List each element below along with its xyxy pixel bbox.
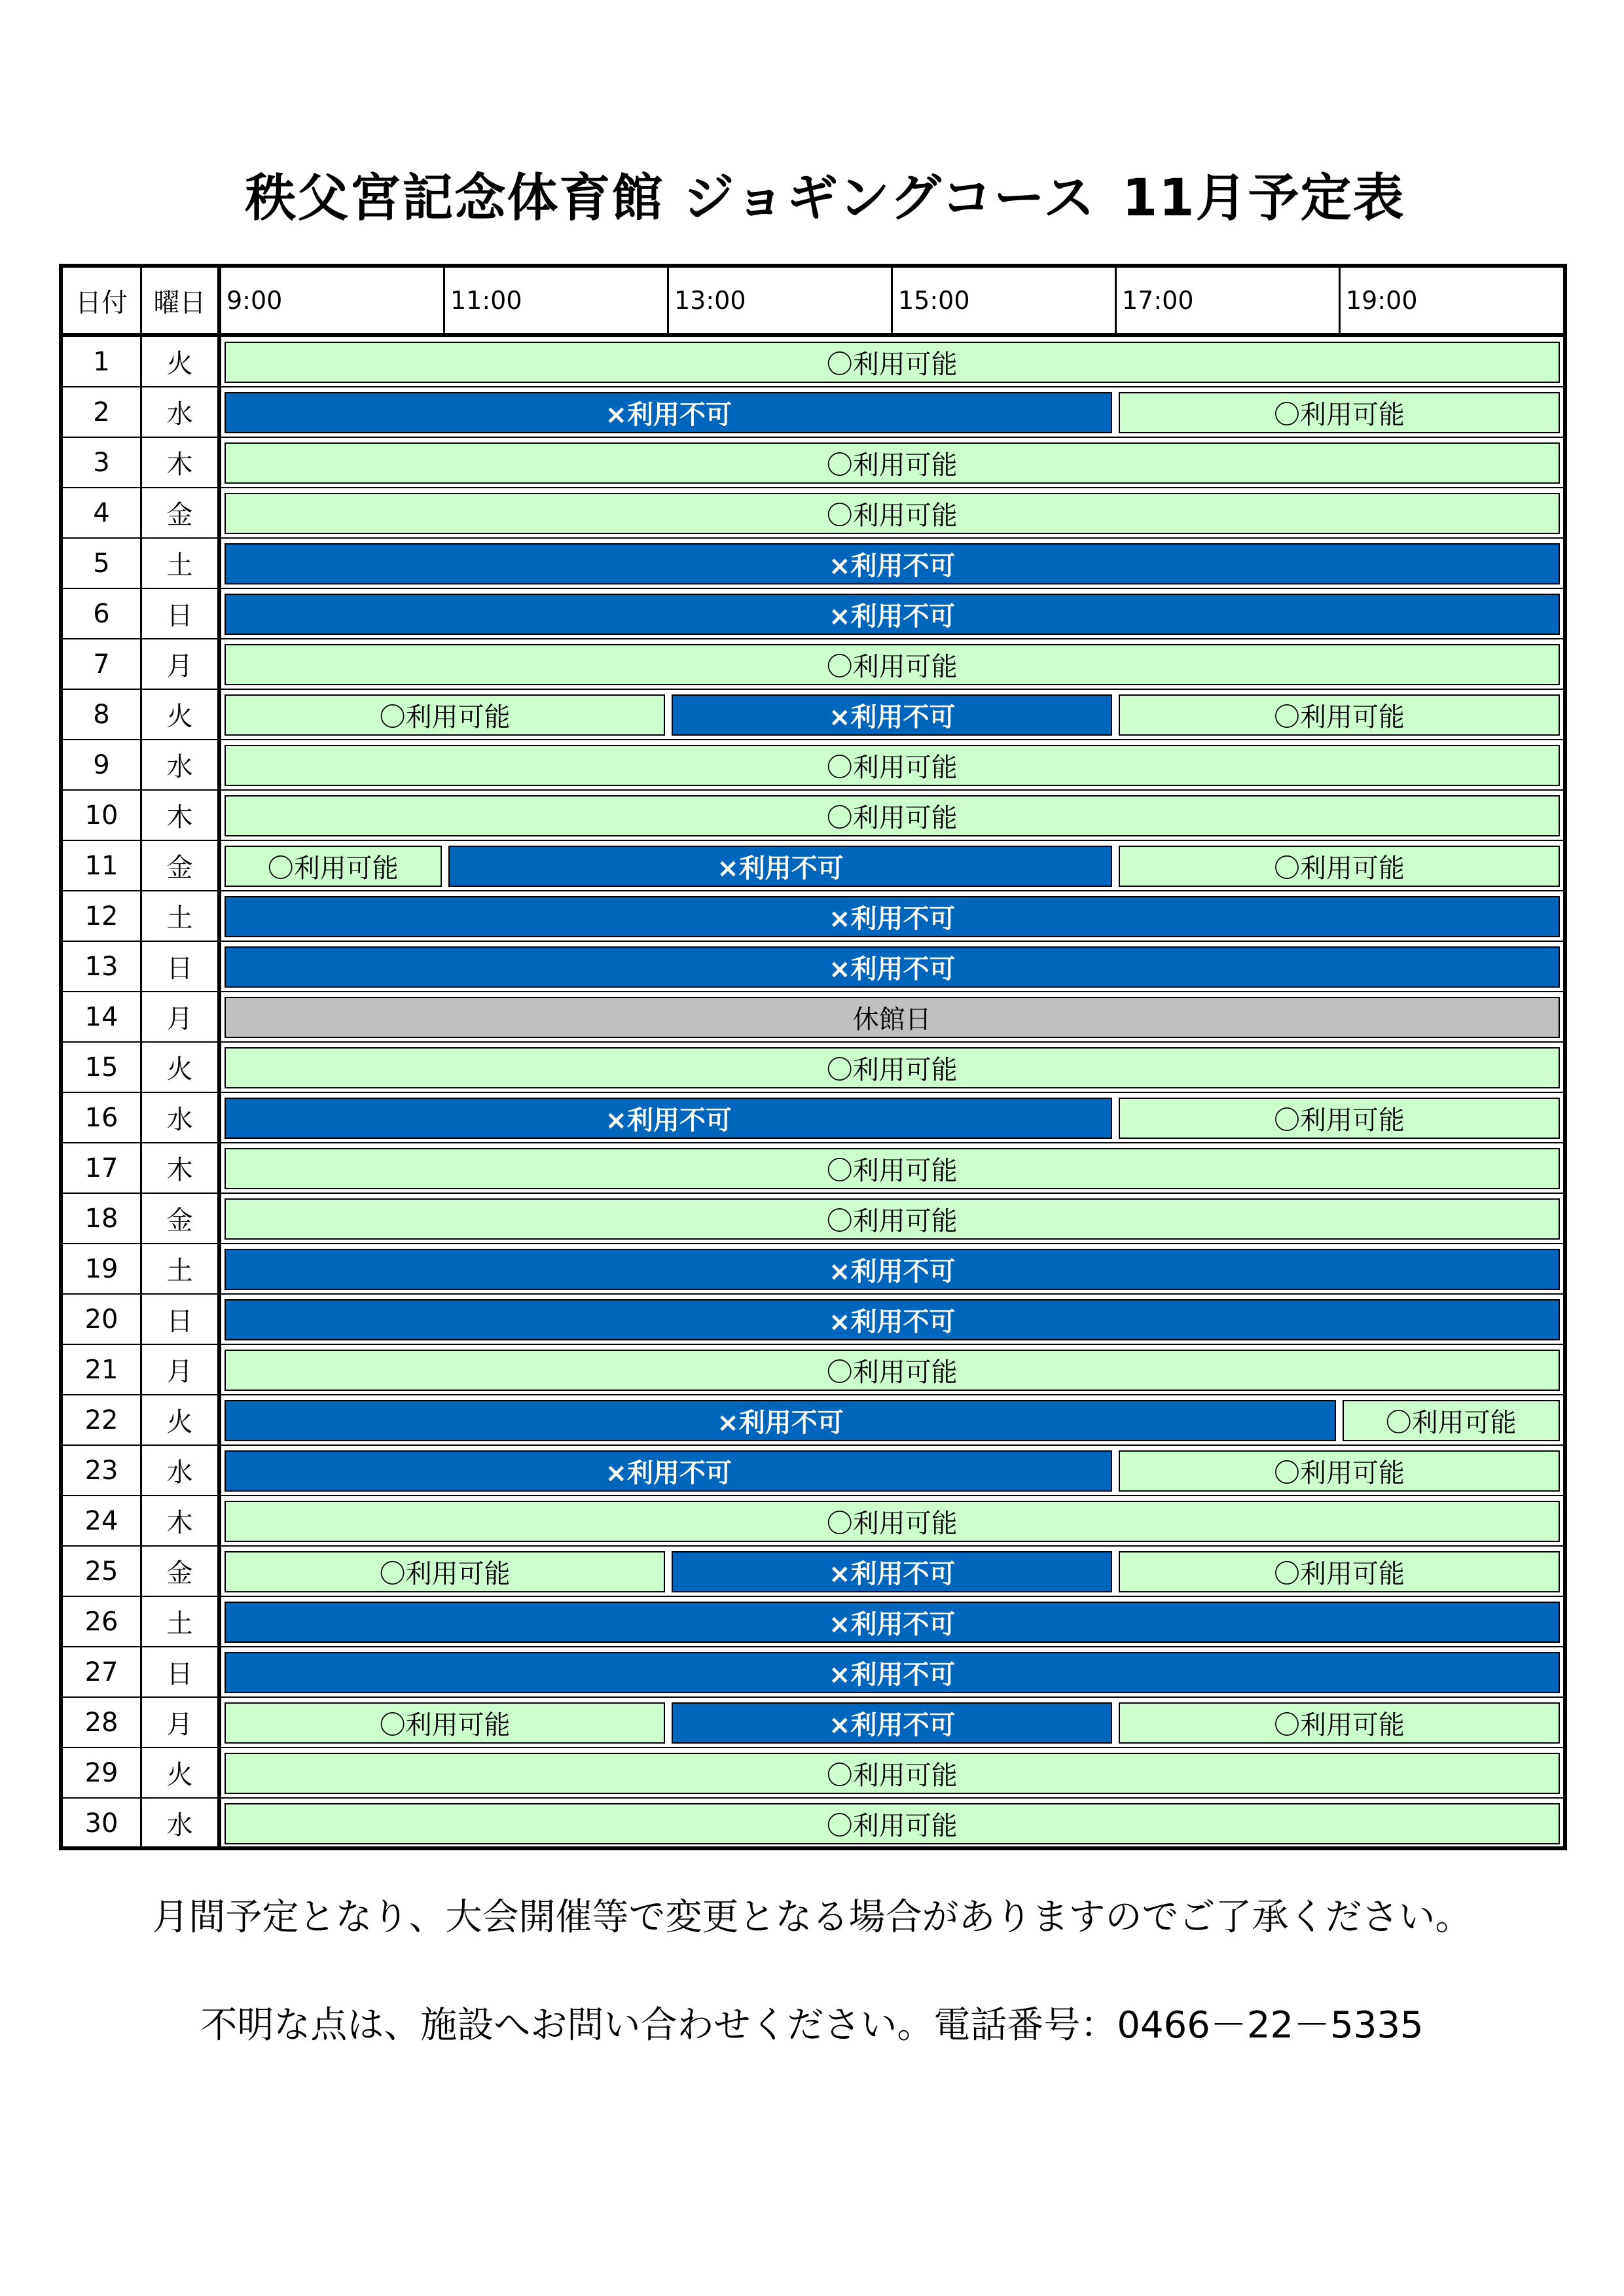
day-number: 10 xyxy=(63,791,142,840)
day-weekday: 金 xyxy=(142,1194,221,1243)
day-number: 12 xyxy=(63,891,142,941)
day-weekday: 木 xyxy=(142,438,221,487)
day-weekday: 日 xyxy=(142,589,221,638)
day-number: 25 xyxy=(63,1547,142,1596)
status-available: 〇利用可能 xyxy=(225,644,1560,685)
day-weekday: 水 xyxy=(142,740,221,789)
status-available: 〇利用可能 xyxy=(1119,1098,1559,1139)
status-unavailable: ×利用不可 xyxy=(225,1450,1112,1492)
schedule-row xyxy=(63,1345,1563,1395)
schedule-row xyxy=(63,1748,1563,1799)
day-number: 24 xyxy=(63,1496,142,1545)
day-number: 2 xyxy=(63,387,142,437)
day-number: 19 xyxy=(63,1244,142,1293)
day-weekday: 金 xyxy=(142,841,221,890)
day-number: 29 xyxy=(63,1748,142,1797)
status-available: 〇利用可能 xyxy=(1119,694,1559,736)
day-number: 1 xyxy=(63,337,142,386)
header-time-1700: 17:00 xyxy=(1117,268,1341,333)
day-weekday: 月 xyxy=(142,992,221,1041)
status-unavailable: ×利用不可 xyxy=(225,1249,1560,1290)
day-weekday: 水 xyxy=(142,1446,221,1495)
day-weekday: 日 xyxy=(142,1647,221,1696)
day-number: 28 xyxy=(63,1698,142,1747)
schedule-row xyxy=(63,1446,1563,1496)
day-number: 9 xyxy=(63,740,142,789)
day-number: 13 xyxy=(63,942,142,991)
header-time-1500: 15:00 xyxy=(893,268,1117,333)
day-number: 26 xyxy=(63,1597,142,1646)
header-time-1100: 11:00 xyxy=(445,268,669,333)
status-available: 〇利用可能 xyxy=(225,442,1560,484)
day-weekday: 日 xyxy=(142,1295,221,1344)
day-weekday: 月 xyxy=(142,1698,221,1747)
day-weekday: 土 xyxy=(142,891,221,941)
header-date: 日付 xyxy=(63,268,142,333)
status-unavailable: ×利用不可 xyxy=(672,1702,1112,1744)
day-number: 8 xyxy=(63,690,142,739)
day-weekday: 水 xyxy=(142,1093,221,1142)
schedule-row xyxy=(63,337,1563,387)
day-number: 17 xyxy=(63,1143,142,1193)
status-unavailable: ×利用不可 xyxy=(225,946,1560,988)
schedule-row xyxy=(63,1698,1563,1748)
status-available: 〇利用可能 xyxy=(1343,1400,1560,1441)
day-number: 20 xyxy=(63,1295,142,1344)
schedule-row xyxy=(63,740,1563,791)
day-number: 18 xyxy=(63,1194,142,1243)
schedule-row xyxy=(63,1143,1563,1194)
schedule-row xyxy=(63,1799,1563,1849)
status-available: 〇利用可能 xyxy=(225,1702,665,1744)
header-weekday: 曜日 xyxy=(142,268,221,333)
status-unavailable: ×利用不可 xyxy=(225,543,1560,584)
day-weekday: 火 xyxy=(142,690,221,739)
schedule-row xyxy=(63,1244,1563,1295)
day-weekday: 木 xyxy=(142,1143,221,1193)
status-closed: 休館日 xyxy=(225,997,1560,1038)
day-weekday: 土 xyxy=(142,1597,221,1646)
header-time-1900: 19:00 xyxy=(1346,286,1418,315)
day-weekday: 木 xyxy=(142,1496,221,1545)
header-time-0900: 9:00 xyxy=(221,268,445,333)
status-unavailable: ×利用不可 xyxy=(225,392,1112,433)
schedule-row xyxy=(63,1043,1563,1093)
day-weekday: 月 xyxy=(142,639,221,689)
status-unavailable: ×利用不可 xyxy=(672,694,1112,736)
schedule-row xyxy=(63,942,1563,992)
schedule-row xyxy=(63,589,1563,639)
status-available: 〇利用可能 xyxy=(1119,392,1559,433)
status-unavailable: ×利用不可 xyxy=(225,1602,1560,1643)
day-number: 3 xyxy=(63,438,142,487)
day-weekday: 金 xyxy=(142,488,221,537)
day-number: 15 xyxy=(63,1043,142,1092)
day-number: 23 xyxy=(63,1446,142,1495)
status-available: 〇利用可能 xyxy=(1119,1450,1559,1492)
header-time-1300: 13:00 xyxy=(669,268,893,333)
status-unavailable: ×利用不可 xyxy=(225,1652,1560,1693)
day-weekday: 土 xyxy=(142,1244,221,1293)
title-month: 11月予定表 xyxy=(1122,169,1405,228)
status-unavailable: ×利用不可 xyxy=(225,896,1560,937)
status-unavailable: ×利用不可 xyxy=(225,594,1560,635)
day-number: 21 xyxy=(63,1345,142,1394)
day-weekday: 日 xyxy=(142,942,221,991)
day-weekday: 火 xyxy=(142,1748,221,1797)
schedule-row xyxy=(63,1395,1563,1446)
day-number: 30 xyxy=(63,1799,142,1848)
day-weekday: 火 xyxy=(142,1395,221,1444)
schedule-row xyxy=(63,1194,1563,1244)
day-number: 22 xyxy=(63,1395,142,1444)
schedule-row xyxy=(63,791,1563,841)
day-number: 4 xyxy=(63,488,142,537)
status-available: 〇利用可能 xyxy=(225,694,665,736)
day-number: 14 xyxy=(63,992,142,1041)
schedule-row xyxy=(63,1647,1563,1698)
day-weekday: 木 xyxy=(142,791,221,840)
status-available: 〇利用可能 xyxy=(1119,1702,1559,1744)
status-available: 〇利用可能 xyxy=(225,1198,1560,1240)
day-weekday: 水 xyxy=(142,387,221,437)
status-available: 〇利用可能 xyxy=(1119,846,1559,887)
title-facility: 秩父宮記念体育館 ジョギングコース xyxy=(245,169,1096,228)
day-number: 11 xyxy=(63,841,142,890)
status-available: 〇利用可能 xyxy=(225,1551,665,1592)
status-available: 〇利用可能 xyxy=(1119,1551,1559,1592)
status-available: 〇利用可能 xyxy=(225,342,1560,383)
schedule-row xyxy=(63,438,1563,488)
status-unavailable: ×利用不可 xyxy=(225,1098,1112,1139)
status-unavailable: ×利用不可 xyxy=(672,1551,1112,1592)
day-weekday: 火 xyxy=(142,1043,221,1092)
status-available: 〇利用可能 xyxy=(225,846,442,887)
day-number: 27 xyxy=(63,1647,142,1696)
day-weekday: 土 xyxy=(142,539,221,588)
schedule-row xyxy=(63,1295,1563,1345)
day-number: 7 xyxy=(63,639,142,689)
status-available: 〇利用可能 xyxy=(225,1501,1560,1542)
status-available: 〇利用可能 xyxy=(225,1803,1560,1844)
schedule-row xyxy=(63,992,1563,1043)
status-available: 〇利用可能 xyxy=(225,745,1560,786)
day-weekday: 金 xyxy=(142,1547,221,1596)
status-available: 〇利用可能 xyxy=(225,1148,1560,1189)
schedule-row xyxy=(63,1597,1563,1647)
page-title xyxy=(0,157,1624,230)
status-unavailable: ×利用不可 xyxy=(448,846,1113,887)
status-unavailable: ×利用不可 xyxy=(225,1400,1336,1441)
status-available: 〇利用可能 xyxy=(225,493,1560,534)
schedule-row xyxy=(63,690,1563,740)
note-schedule-change: 月間予定となり、大会開催等で変更となる場合がありますのでご了承ください。 xyxy=(152,1896,1472,1939)
day-weekday: 火 xyxy=(142,337,221,386)
day-number: 5 xyxy=(63,539,142,588)
schedule-row xyxy=(63,387,1563,438)
schedule-table xyxy=(59,264,1567,1850)
table-header xyxy=(63,268,1563,337)
day-weekday: 水 xyxy=(142,1799,221,1848)
schedule-row xyxy=(63,1547,1563,1597)
day-number: 6 xyxy=(63,589,142,638)
day-number: 16 xyxy=(63,1093,142,1142)
schedule-row xyxy=(63,1093,1563,1143)
status-unavailable: ×利用不可 xyxy=(225,1299,1560,1340)
status-available: 〇利用可能 xyxy=(225,795,1560,836)
schedule-row xyxy=(63,539,1563,589)
schedule-row xyxy=(63,639,1563,690)
day-weekday: 月 xyxy=(142,1345,221,1394)
status-available: 〇利用可能 xyxy=(225,1753,1560,1794)
schedule-row xyxy=(63,488,1563,539)
status-available: 〇利用可能 xyxy=(225,1350,1560,1391)
schedule-row xyxy=(63,841,1563,891)
note-contact: 不明な点は、施設へお問い合わせください。電話番号：0466－22－5335 xyxy=(200,2004,1424,2047)
status-available: 〇利用可能 xyxy=(225,1047,1560,1088)
schedule-row xyxy=(63,1496,1563,1547)
schedule-row xyxy=(63,891,1563,942)
